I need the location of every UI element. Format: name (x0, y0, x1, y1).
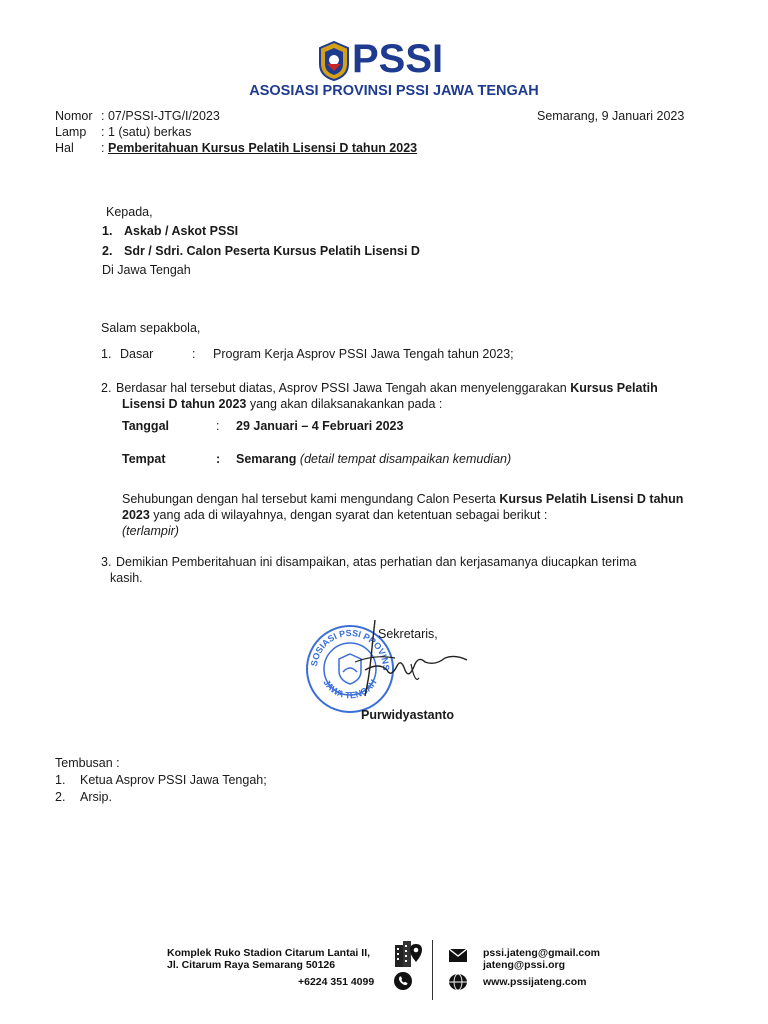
point-1-label: Dasar (120, 347, 154, 361)
sehubungan-text-a: Sehubungan dengan hal tersebut kami mengundang Calon Peserta (122, 492, 500, 506)
tembusan-label: Tembusan : (55, 756, 120, 770)
point-2-bold-a: Kursus Pelatih (570, 381, 658, 395)
lamp-label: Lamp (55, 125, 87, 139)
point-1-colon: : (192, 347, 196, 361)
footer-email-1: pssi.jateng@gmail.com (483, 947, 601, 959)
tanggal-value: 29 Januari – 4 Februari 2023 (236, 419, 404, 433)
nomor-value: : 07/PSSI-JTG/I/2023 (101, 109, 220, 123)
recipient-item-2: Sdr / Sdri. Calon Peserta Kursus Pelatih Lisensi D (124, 244, 420, 258)
tembusan-item-2: Arsip. (80, 790, 112, 804)
tempat-label: Tempat (122, 452, 166, 466)
point-1-num: 1. (101, 347, 112, 361)
sehubungan-text-b: yang ada di wilayahnya, dengan syarat dan ketentuan sebagai berikut : (149, 508, 548, 522)
recipient-location: Di Jawa Tengah (102, 263, 191, 277)
sehubungan-bold-b: 2023 (122, 508, 150, 522)
signatory-title: Sekretaris, (378, 627, 438, 641)
point-2-text-b: yang akan dilaksanakankan pada : (246, 397, 443, 411)
tanggal-colon: : (216, 419, 220, 433)
tempat-colon: : (216, 452, 221, 466)
lamp-value: : 1 (satu) berkas (101, 125, 192, 139)
footer-address-1: Komplek Ruko Stadion Citarum Lantai II, (167, 947, 371, 959)
globe-icon (449, 974, 467, 993)
footer-address-2: Jl. Citarum Raya Semarang 50126 (167, 959, 336, 971)
footer-divider (432, 940, 433, 1000)
email-icon (449, 949, 467, 965)
logo-wordmark: PSSI (352, 37, 444, 81)
tembusan-num-2: 2. (55, 790, 66, 804)
tempat-value-line (236, 451, 511, 467)
sehubungan-bold-a: Kursus Pelatih Lisensi D tahun (499, 492, 684, 506)
hal-subject: Pemberitahuan Kursus Pelatih Lisensi D tahun 2023 (108, 141, 418, 155)
tempat-note: (detail tempat disampaikan kemudian) (296, 452, 512, 466)
hal-label: Hal (55, 141, 74, 155)
recipient-num-1: 1. (102, 224, 113, 238)
salutation: Salam sepakbola, (101, 321, 201, 335)
map-pin-icon (410, 944, 422, 965)
point-2-text-a: Berdasar hal tersebut diatas, Asprov PSSI Jawa Tengah akan menyelenggarakan (116, 381, 571, 395)
tembusan-item-1: Ketua Asprov PSSI Jawa Tengah; (80, 773, 267, 787)
footer-phone: +6224 351 4099 (298, 976, 375, 988)
sehubungan-line-1 (122, 491, 683, 507)
tembusan-num-1: 1. (55, 773, 66, 787)
kepada-label: Kepada, (106, 205, 153, 219)
signatory-name: Purwidyastanto (361, 708, 455, 722)
tanggal-label: Tanggal (122, 419, 169, 433)
sehubungan-line-2 (122, 507, 547, 523)
point-3-num: 3. (101, 555, 112, 569)
place-date: Semarang, 9 Januari 2023 (537, 109, 685, 123)
hal-colon: : (101, 141, 105, 155)
svg-text:JAWA TENGAH: JAWA TENGAH (321, 677, 379, 701)
organization-name: ASOSIASI PROVINSI PSSI JAWA TENGAH (249, 83, 539, 99)
phone-icon (394, 972, 412, 993)
point-2-line-1 (116, 380, 684, 396)
tempat-value: Semarang (236, 452, 297, 466)
footer-website: www.pssijateng.com (483, 976, 587, 988)
footer-email-2: jateng@pssi.org (483, 959, 566, 971)
point-2-bold-b: Lisensi D tahun 2023 (122, 397, 247, 411)
point-2-line-2 (122, 396, 442, 412)
point-1-text: Program Kerja Asprov PSSI Jawa Tengah tahun 2023; (213, 347, 514, 361)
recipient-num-2: 2. (102, 244, 113, 258)
point-3-text-b: kasih. (110, 571, 143, 585)
point-2-num: 2. (101, 381, 112, 395)
point-3-text-a: Demikian Pemberitahuan ini disampaikan, atas perhatian dan kerjasamanya diucapkan terima (116, 555, 637, 569)
nomor-label: Nomor (55, 109, 93, 123)
terlampir-note: (terlampir) (122, 524, 179, 538)
pssi-emblem (318, 40, 350, 82)
recipient-item-1: Askab / Askot PSSI (124, 224, 239, 238)
svg-text:ASOSIASI PSSI PROVINSI: SOSIASI PSSI PROVINS (309, 627, 392, 671)
